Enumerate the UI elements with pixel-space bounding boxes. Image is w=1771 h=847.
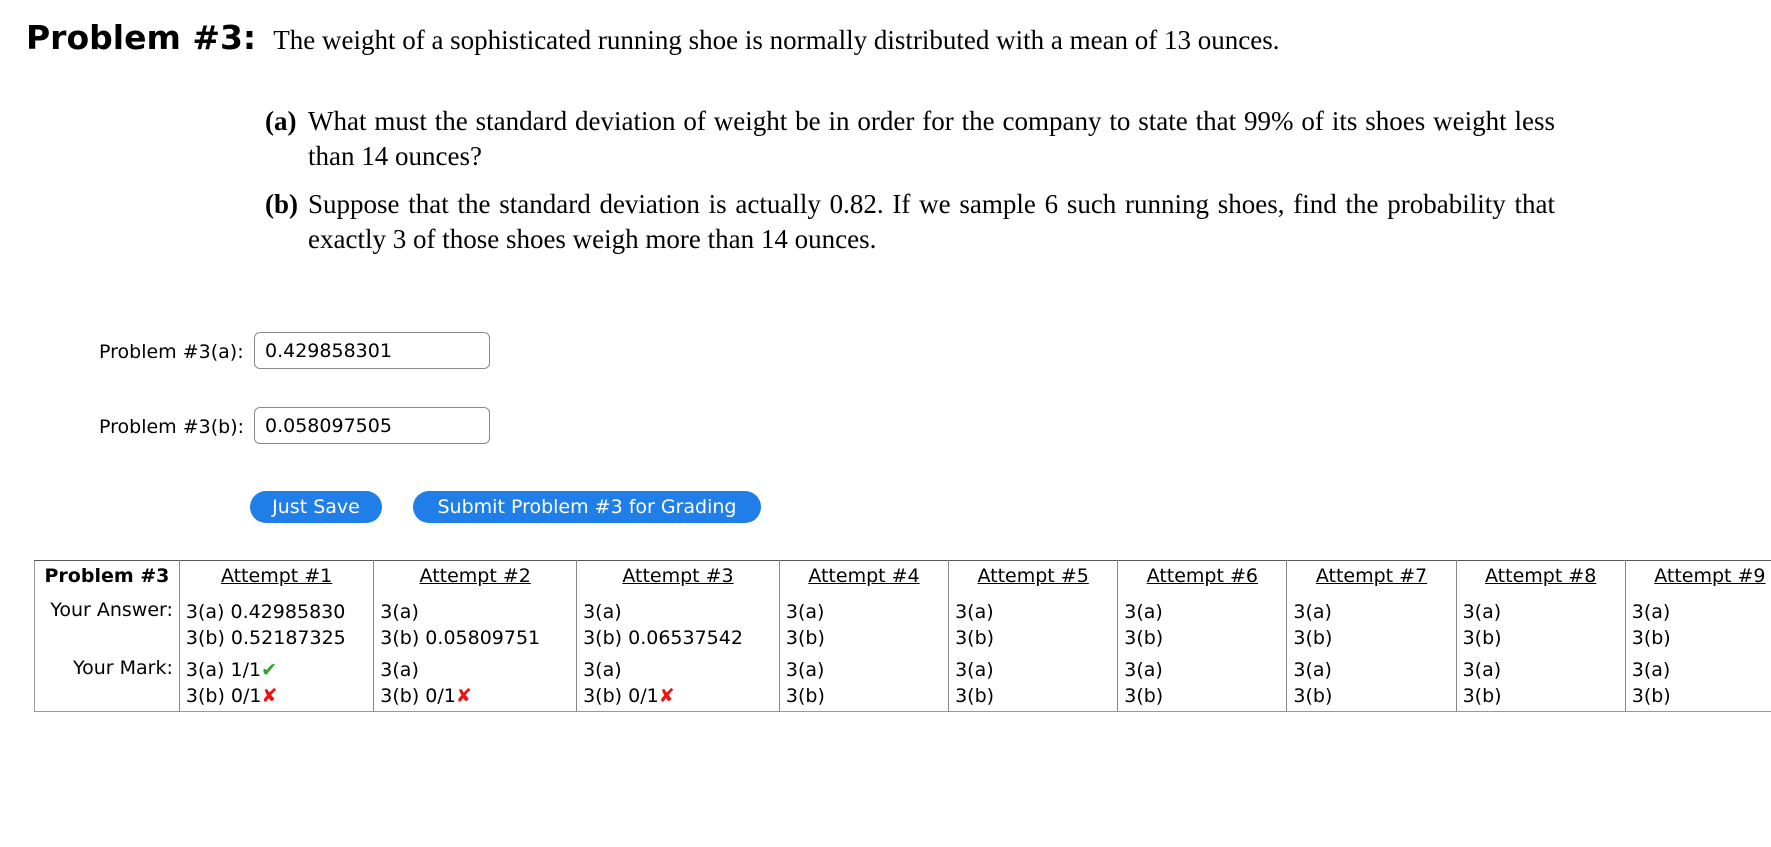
mark-part-b [1124,683,1280,709]
answer-part-a: 3(a) [1124,601,1163,623]
mark-text: 3(b) [1631,685,1671,707]
attempt-mark-cell [374,653,577,712]
attempt-header-1 [179,561,373,598]
problem-statement: The weight of a sophisticated running shoe is normally distributed with a mean of 13 ounces. [273,25,1280,55]
mark-text: 3(a) [1631,659,1671,681]
answer-part-b: 3(b) [1124,627,1164,649]
attempt-answer-cell [1625,597,1771,653]
mark-text: 3(a) [785,659,825,681]
attempt-link-7[interactable]: Attempt #7 [1315,565,1428,587]
mark-text: 3(b) 0/1 [583,685,659,707]
mark-text: 3(b) 0/1 [380,685,456,707]
attempt-link-1[interactable]: Attempt #1 [220,565,333,587]
problem-parts [265,104,1555,270]
attempt-answer-cell [179,597,373,653]
attempts-header-row [35,561,1771,598]
attempt-mark-cell [1118,653,1287,712]
attempt-mark-cell [779,653,948,712]
mark-text: 3(a) [380,659,419,681]
mark-part-b [1463,683,1619,709]
cross-icon: ✘ [455,685,472,707]
answer-part-a: 3(a) [1631,601,1671,623]
attempt-answer-cell [949,597,1118,653]
attempt-link-3[interactable]: Attempt #3 [622,565,734,587]
answer-part-a: 3(a) [1462,601,1502,623]
answer-part-b: 3(b) [1462,627,1502,649]
attempt-link-2[interactable]: Attempt #2 [419,565,531,587]
attempt-header-4 [779,561,948,598]
attempt-mark-cell [1287,653,1456,712]
answer-part-b: 3(b) [1631,627,1671,649]
attempt-header-9 [1625,561,1771,598]
attempt-answer-cell [374,597,577,653]
answer-part-b: 3(b) [955,627,995,649]
attempt-link-8[interactable]: Attempt #8 [1485,565,1597,587]
part-text: What must the standard deviation of weight be in order for the company to state that 99% of its shoes weight less than 14 ounces? [308,106,1555,171]
mark-part-b [186,683,367,709]
mark-part-a [1463,657,1619,683]
attempt-mark-cell [949,653,1118,712]
attempt-mark-cell [1456,653,1625,712]
mark-text: 3(a) [1293,659,1332,681]
mark-text: 3(b) [785,685,825,707]
mark-row-label: Your Mark: [73,657,173,679]
mark-part-b [1632,683,1771,709]
answer-part-a: 3(a) [380,601,419,623]
answer-part-a: 3(a) [955,601,994,623]
attempt-header-2 [374,561,577,598]
mark-part-b [1293,683,1449,709]
mark-text: 3(b) [955,685,995,707]
attempts-table [34,560,1771,712]
mark-part-b [583,683,773,709]
part-letter: (a) [265,106,297,136]
cross-icon: ✘ [261,685,278,707]
attempt-header-5 [949,561,1118,598]
attempt-link-9[interactable]: Attempt #9 [1654,565,1766,587]
part-b [265,187,1555,257]
mark-text: 3(b) [1293,685,1333,707]
check-icon: ✔ [261,659,278,681]
problem-heading [26,18,1280,57]
attempt-header-7 [1287,561,1456,598]
problem-label: Problem #3: [26,18,257,57]
answer-a-input[interactable] [254,332,490,369]
answer-row [35,597,1771,653]
attempt-answer-cell [779,597,948,653]
mark-text: 3(b) [1124,685,1164,707]
part-text: Suppose that the standard deviation is actually 0.82. If we sample 6 such running shoes, find the probability that exactly 3 of those shoes weigh more than 14 ounces. [308,189,1555,254]
answer-part-b: 3(b) 0.06537542 [583,627,743,649]
attempt-link-6[interactable]: Attempt #6 [1146,565,1258,587]
mark-text: 3(a) 1/1 [185,659,262,681]
submit-for-grading-button[interactable]: Submit Problem #3 for Grading [413,491,761,523]
mark-text: 3(b) [1462,685,1502,707]
attempt-answer-cell [1456,597,1625,653]
attempt-header-8 [1456,561,1625,598]
answer-row-label: Your Answer: [50,599,173,621]
answer-part-a: 3(a) [1293,601,1332,623]
mark-part-a [955,657,1111,683]
answer-b-label: Problem #3(b): [99,416,245,438]
attempt-link-5[interactable]: Attempt #5 [977,565,1089,587]
mark-part-a [1293,657,1449,683]
mark-row [35,653,1771,712]
mark-text: 3(a) [955,659,994,681]
attempt-link-4[interactable]: Attempt #4 [808,565,920,587]
attempt-answer-cell [1118,597,1287,653]
mark-part-a [186,657,367,683]
attempt-answer-cell [577,597,780,653]
mark-part-b [955,683,1111,709]
mark-part-a [786,657,942,683]
just-save-button[interactable]: Just Save [250,491,382,523]
answer-part-b: 3(b) [785,627,825,649]
mark-text: 3(a) [583,659,622,681]
mark-part-b [380,683,570,709]
mark-part-a [1124,657,1280,683]
attempts-problem-header: Problem #3 [44,565,170,587]
answer-part-b: 3(b) 0.05809751 [380,627,541,649]
cross-icon: ✘ [658,685,675,707]
mark-text: 3(b) 0/1 [185,685,262,707]
attempt-mark-cell [577,653,780,712]
mark-part-a [380,657,570,683]
answer-part-b: 3(b) [1293,627,1333,649]
answer-part-b: 3(b) 0.52187325 [185,627,346,649]
attempt-header-6 [1118,561,1287,598]
attempt-mark-cell [1625,653,1771,712]
attempt-mark-cell [179,653,373,712]
answer-part-a: 3(a) [785,601,825,623]
part-letter: (b) [265,189,298,219]
answer-a-label: Problem #3(a): [99,341,244,363]
answer-b-input[interactable] [254,407,490,444]
attempt-answer-cell [1287,597,1456,653]
mark-text: 3(a) [1124,659,1163,681]
attempt-header-3 [577,561,780,598]
mark-part-b [786,683,942,709]
answer-part-a: 3(a) [583,601,622,623]
mark-text: 3(a) [1462,659,1502,681]
part-a [265,104,1555,174]
answer-part-a: 3(a) 0.42985830 [185,601,346,623]
mark-part-a [1632,657,1771,683]
mark-part-a [583,657,773,683]
